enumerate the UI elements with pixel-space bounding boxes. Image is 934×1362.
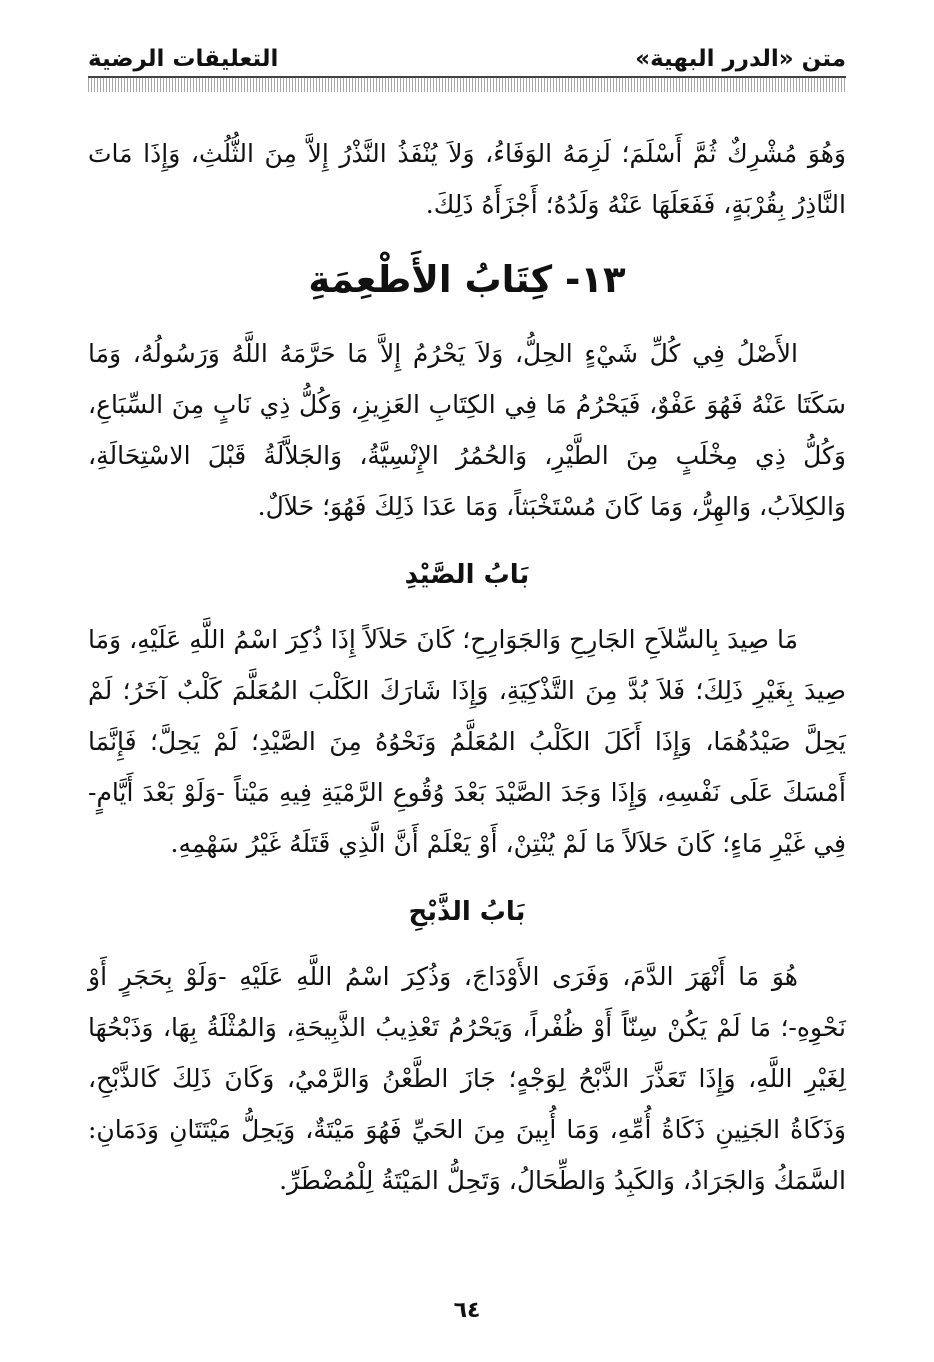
hunting-paragraph: مَا صِيدَ بِالسِّلاَحِ الجَارِحِ وَالجَوَارِحِ؛ كَانَ حَلاَلاً إِذَا ذُكِرَ اسْمُ اللَّهِ عَلَيْهِ، وَمَا صِيدَ بِغَيْرِ ذَلِكَ؛ فَلاَ بُدَّ مِنَ التَّذْكِيَةِ، وَإِذَا شَارَكَ الكَلْبَ المُعَلَّمَ كَلْبٌ آخَرُ؛ لَمْ يَحِلَّ صَيْدُهُمَا، وَإِذَا أَكَلَ الكَلْبُ المُعَلَّمُ وَنَحْوُهُ مِنَ الصَّيْدِ؛ لَمْ يَحِلَّ؛ فَإِنَّمَا أَمْسَكَ عَلَى نَفْسِهِ، وَإِذَا وَجَدَ الصَّيْدَ بَعْدَ وُقُوعِ الرَّمْيَةِ فِيهِ مَيْتاً -وَلَوْ بَعْدَ أَيَّامٍ- فِي غَيْرِ مَاءٍ؛ كَانَ حَلاَلاً مَا لَمْ يُنْتِنْ، أَوْ يَعْلَمْ أَنَّ الَّذِي قَتَلَهُ غَيْرُ سَهْمِهِ. bbox=[88, 625, 846, 858]
slaughter-paragraph: هُوَ مَا أَنْهَرَ الدَّمَ، وَفَرَى الأَوْدَاجَ، وَذُكِرَ اسْمُ اللَّهِ عَلَيْهِ -وَلَوْ بِحَجَرٍ أَوْ نَحْوِهِ-؛ مَا لَمْ يَكُنْ سِنّاً أَوْ ظُفْراً، وَيَحْرُمُ تَعْذِيبُ الذَّبِيحَةِ، وَالمُثْلَةُ بِهَا، وَذَبْحُهَا لِغَيْرِ اللَّهِ، وَإِذَا تَعَذَّرَ الذَّبْحُ لِوَجْهٍ؛ جَازَ الطَّعْنُ وَالرَّمْيُ، وَكَانَ ذَلِكَ كَالذَّبْحِ، وَذَكَاةُ الجَنِينِ ذَكَاةُ أُمِّهِ، وَمَا أُبِينَ مِنَ الحَيِّ فَهُوَ مَيْتَةٌ، وَيَحِلُّ مَيْتَتَانِ وَدَمَانِ: السَّمَكُ وَالجَرَادُ، وَالكَبِدُ وَالطِّحَالُ، وَتَحِلُّ المَيْتَةُ لِلْمُضْطَرِّ. bbox=[88, 962, 846, 1195]
page-number: ٦٤ bbox=[453, 1298, 481, 1323]
page-body bbox=[88, 128, 846, 1206]
chapter-paragraph: الأَصْلُ فِي كُلِّ شَيْءٍ الحِلُّ، وَلاَ يَحْرُمُ إِلاَّ مَا حَرَّمَهُ اللَّهُ وَرَسُولُهُ، وَمَا سَكَتَا عَنْهُ فَهُوَ عَفْوٌ، فَيَحْرُمُ مَا فِي الكِتَابِ العَزِيزِ، وَكُلُّ ذِي نَابٍ مِنَ السِّبَاعِ، وَكُلُّ ذِي مِخْلَبٍ مِنَ الطَّيْرِ، وَالحُمُرُ الإِنْسِيَّةُ، وَالجَلاَّلَةُ قَبْلَ الاسْتِحَالَةِ، وَالكِلاَبُ، وَالهِرُّ، وَمَا كَانَ مُسْتَخْبَثاً، وَمَا عَدَا ذَلِكَ فَهُوَ؛ حَلاَلٌ. bbox=[88, 339, 846, 521]
section-title-slaughter: بَابُ الذَّبْحِ bbox=[408, 897, 526, 927]
header-commentary-title: التعليقات الرضية bbox=[88, 46, 279, 72]
header-book-title: متن «الدرر البهية» bbox=[635, 46, 846, 72]
running-header bbox=[88, 34, 846, 74]
chapter-title: ١٣- كِتَابُ الأَطْعِمَةِ bbox=[308, 258, 626, 301]
intro-paragraph: وَهُوَ مُشْرِكٌ ثُمَّ أَسْلَمَ؛ لَزِمَهُ الوَفَاءُ، وَلاَ يُنْفَذُ النَّذْرُ إِلاَّ مِنَ الثُّلُثِ، وَإِذَا مَاتَ النَّاذِرُ بِقُرْبَةٍ، فَفَعَلَهَا عَنْهُ وَلَدُهُ؛ أَجْزَأَهُ ذَلِكَ. bbox=[88, 139, 846, 219]
header-divider bbox=[88, 76, 846, 92]
section-title-hunting: بَابُ الصَّيْدِ bbox=[404, 560, 530, 590]
